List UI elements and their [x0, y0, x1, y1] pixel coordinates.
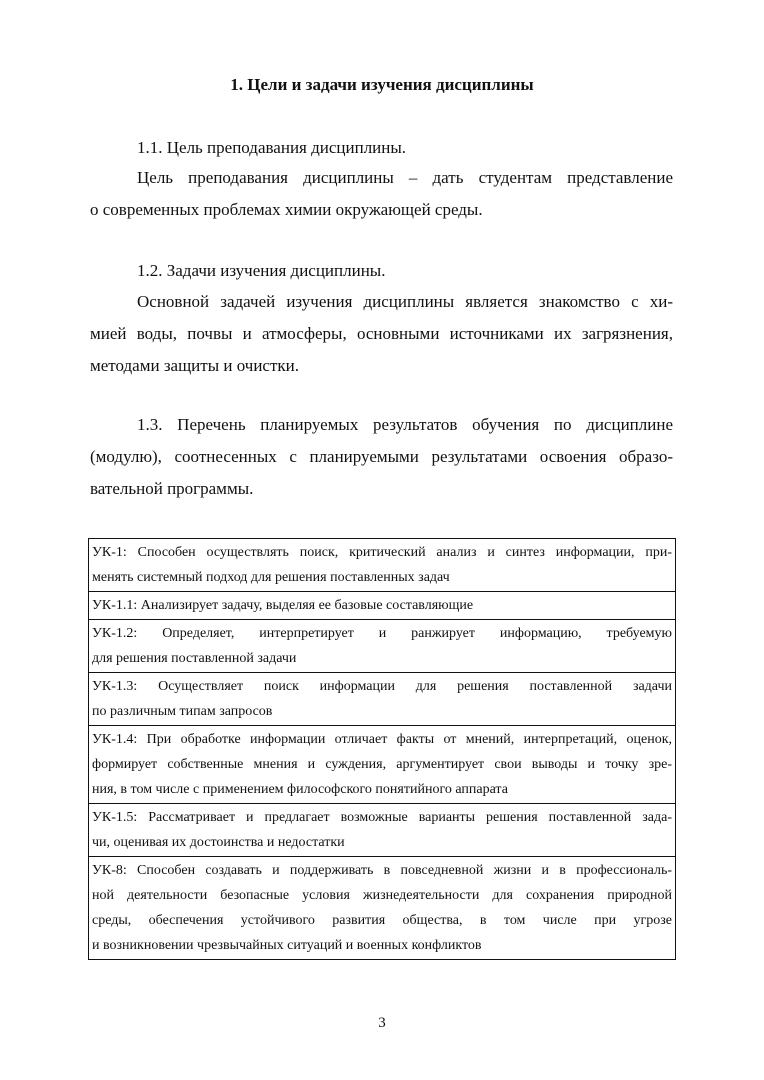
cell-line: ной деятельности безопасные условия жизнедеятельности для сохранения природной [92, 888, 672, 903]
cell-line: УК-8: Способен создавать и поддерживать в повседневной жизни и в профессиональ- [92, 863, 672, 878]
paragraph-line: методами защиты и очистки. [90, 356, 300, 375]
cell-line: УК-1.3: Осуществляет поиск информации для решения поставленной задачи [92, 679, 672, 694]
cell-line: для решения поставленной задачи [92, 651, 297, 666]
cell-line: среды, обеспечения устойчивого развития общества, в том числе при угрозе [92, 913, 672, 928]
competencies-table [88, 538, 676, 960]
cell-line: УК-1: Способен осуществлять поиск, критический анализ и синтез информации, при- [92, 545, 672, 560]
section-heading: 1. Цели и задачи изучения дисциплины [230, 75, 534, 94]
subsection-1-3-paragraph [90, 409, 673, 505]
table-row [89, 592, 676, 620]
table-cell [89, 620, 676, 673]
table-cell [89, 726, 676, 804]
table-row [89, 620, 676, 673]
cell-line: и возникновении чрезвычайных ситуаций и военных конфликтов [92, 938, 482, 953]
subsection-1-2-paragraph [90, 286, 673, 382]
table-cell [89, 539, 676, 592]
cell-line: формирует собственные мнения и суждения, аргументирует свои выводы и точку зре- [92, 757, 672, 772]
paragraph-line: (модулю), соотнесенных с планируемыми результатами освоения образо- [90, 447, 673, 466]
paragraph-line: о современных проблемах химии окружающей среды. [90, 200, 483, 219]
cell-line: менять системный подход для решения поставленных задач [92, 570, 450, 585]
table-cell [89, 673, 676, 726]
cell-line: УК-1.5: Рассматривает и предлагает возможные варианты решения поставленной зада- [92, 810, 672, 825]
table-cell [89, 804, 676, 857]
table-row [89, 726, 676, 804]
table-row [89, 539, 676, 592]
cell-line: УК-1.2: Определяет, интерпретирует и ранжирует информацию, требуемую [92, 626, 672, 641]
subsection-1-2-title: 1.2. Задачи изучения дисциплины. [137, 261, 386, 280]
paragraph-line: вательной программы. [90, 479, 254, 498]
cell-line: по различным типам запросов [92, 704, 273, 719]
paragraph-line: Цель преподавания дисциплины – дать студентам представление [137, 168, 673, 187]
cell-line: УК-1.4: При обработке информации отличает факты от мнений, интерпретаций, оценок, [92, 732, 672, 747]
table-cell [89, 857, 676, 960]
table-row [89, 804, 676, 857]
table-row [89, 857, 676, 960]
cell-line: чи, оценивая их достоинства и недостатки [92, 835, 345, 850]
table-row [89, 673, 676, 726]
subsection-1-1-title: 1.1. Цель преподавания дисциплины. [137, 138, 407, 157]
table-cell [89, 592, 676, 620]
paragraph-line: мией воды, почвы и атмосферы, основными источниками их загрязнения, [90, 324, 673, 343]
page-number: 3 [378, 1015, 386, 1031]
cell-line: УК-1.1: Анализирует задачу, выделяя ее базовые составляющие [92, 598, 474, 613]
cell-line: ния, в том числе с применением философского понятийного аппарата [92, 782, 508, 797]
subsection-1-1-paragraph [90, 162, 673, 226]
paragraph-line: Основной задачей изучения дисциплины является знакомство с хи- [137, 292, 673, 311]
paragraph-line: 1.3. Перечень планируемых результатов обучения по дисциплине [137, 415, 673, 434]
